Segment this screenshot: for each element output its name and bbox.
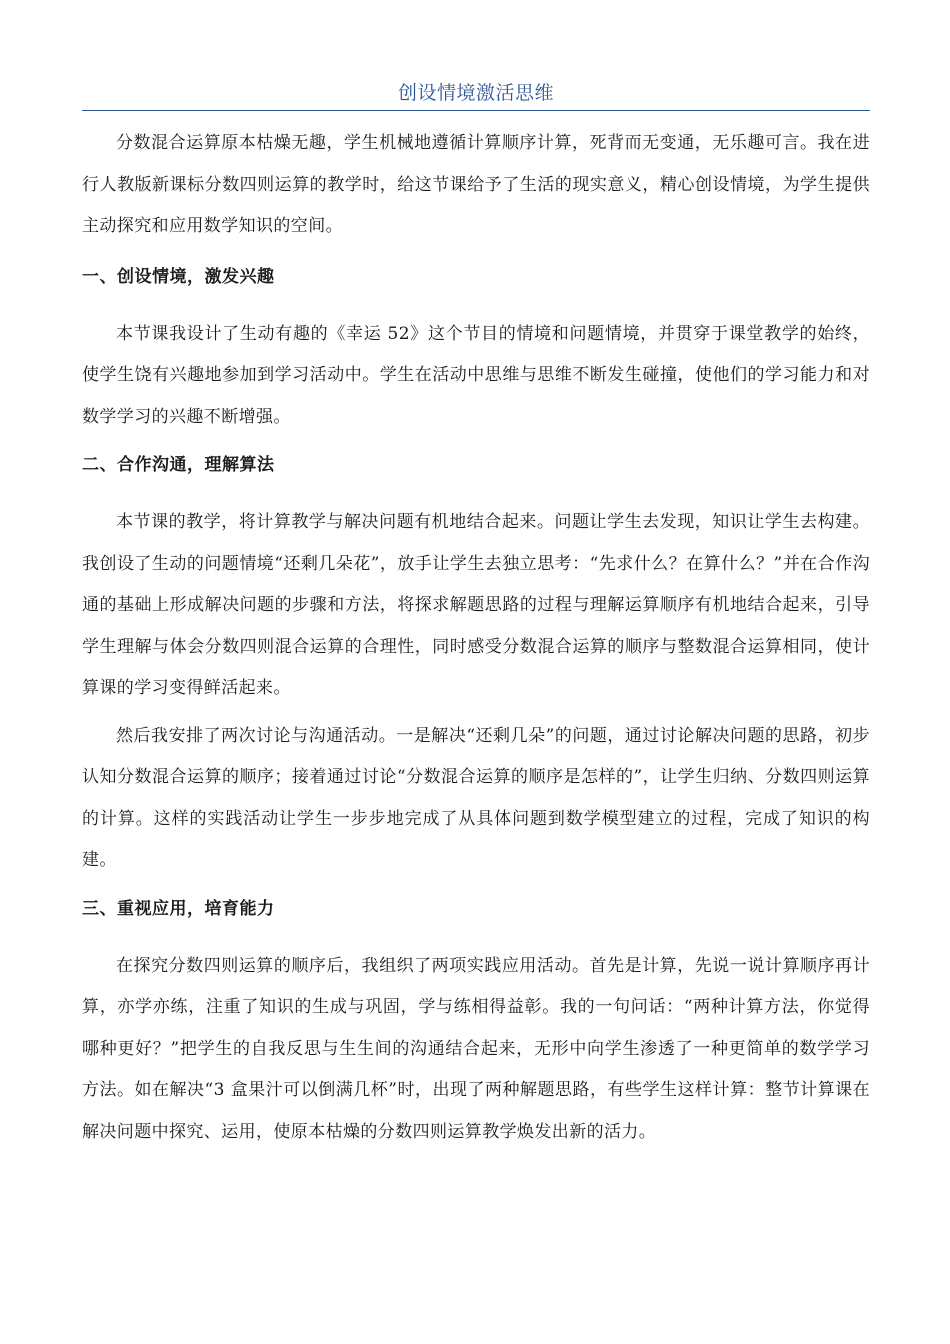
section-2-paragraph-2: 然后我安排了两次讨论与沟通活动。一是解决“还剩几朵”的问题，通过讨论解决问题的思路，初步认知分数混合运算的顺序；接着通过讨论“分数混合运算的顺序是怎样的”，让学生归纳、分数四则运算的计算。这样的实践活动让学生一步步地完成了从具体问题到数学模型建立的过程，完成了知识的构建。: [82, 725, 870, 870]
page-title: 创设情境激活思维: [397, 82, 554, 104]
intro-paragraph: 分数混合运算原本枯燥无趣，学生机械地遵循计算顺序计算，死背而无变通，无乐趣可言。我在进行人教版新课标分数四则运算的教学时，给这节课给予了生活的现实意义，精心创设情境，为学生提供主动探究和应用数学知识的空间。: [82, 133, 870, 236]
section-heading-3: 三、重视应用，培育能力: [82, 898, 275, 919]
section-1-paragraph-1: 本节课我设计了生动有趣的《幸运 52》这个节目的情境和问题情境，并贯穿于课堂教学的始终，使学生饶有兴趣地参加到学习活动中。学生在活动中思维与思维不断发生碰撞，使他们的学习能力和对数学学习的兴趣不断增强。: [82, 323, 870, 427]
section-2-paragraph-1: 本节课的教学，将计算教学与解决问题有机地结合起来。问题让学生去发现，知识让学生去构建。我创设了生动的问题情境“还剩几朵花”，放手让学生去独立思考：“先求什么？在算什么？”并在合作沟通的基础上形成解决问题的步骤和方法，将探求解题思路的过程与理解运算顺序有机地结合起来，引导学生理解与体会分数四则混合运算的合理性，同时感受分数混合运算的顺序与整数混合运算相同，使计算课的学习变得鲜活起来。: [82, 512, 870, 698]
document-page: [82, 78, 870, 1159]
section-heading-2: 二、合作沟通，理解算法: [82, 455, 275, 475]
title-underline: [82, 110, 870, 111]
section-heading-1: 一、创设情境，激发兴趣: [82, 266, 275, 287]
section-3-paragraph-1: 在探究分数四则运算的顺序后，我组织了两项实践应用活动。首先是计算，先说一说计算顺序再计算，亦学亦练，注重了知识的生成与巩固，学与练相得益彰。我的一句问话：“两种计算方法，你觉得哪种更好？”把学生的自我反思与生生间的沟通结合起来，无形中向学生渗透了一种更简单的数学学习方法。如在解决“3 盒果汁可以倒满几杯”时，出现了两种解题思路，有些学生这样计算：整节计算课在解决问题中探究、运用，使原本枯燥的分数四则运算教学焕发出新的活力。: [82, 955, 870, 1142]
